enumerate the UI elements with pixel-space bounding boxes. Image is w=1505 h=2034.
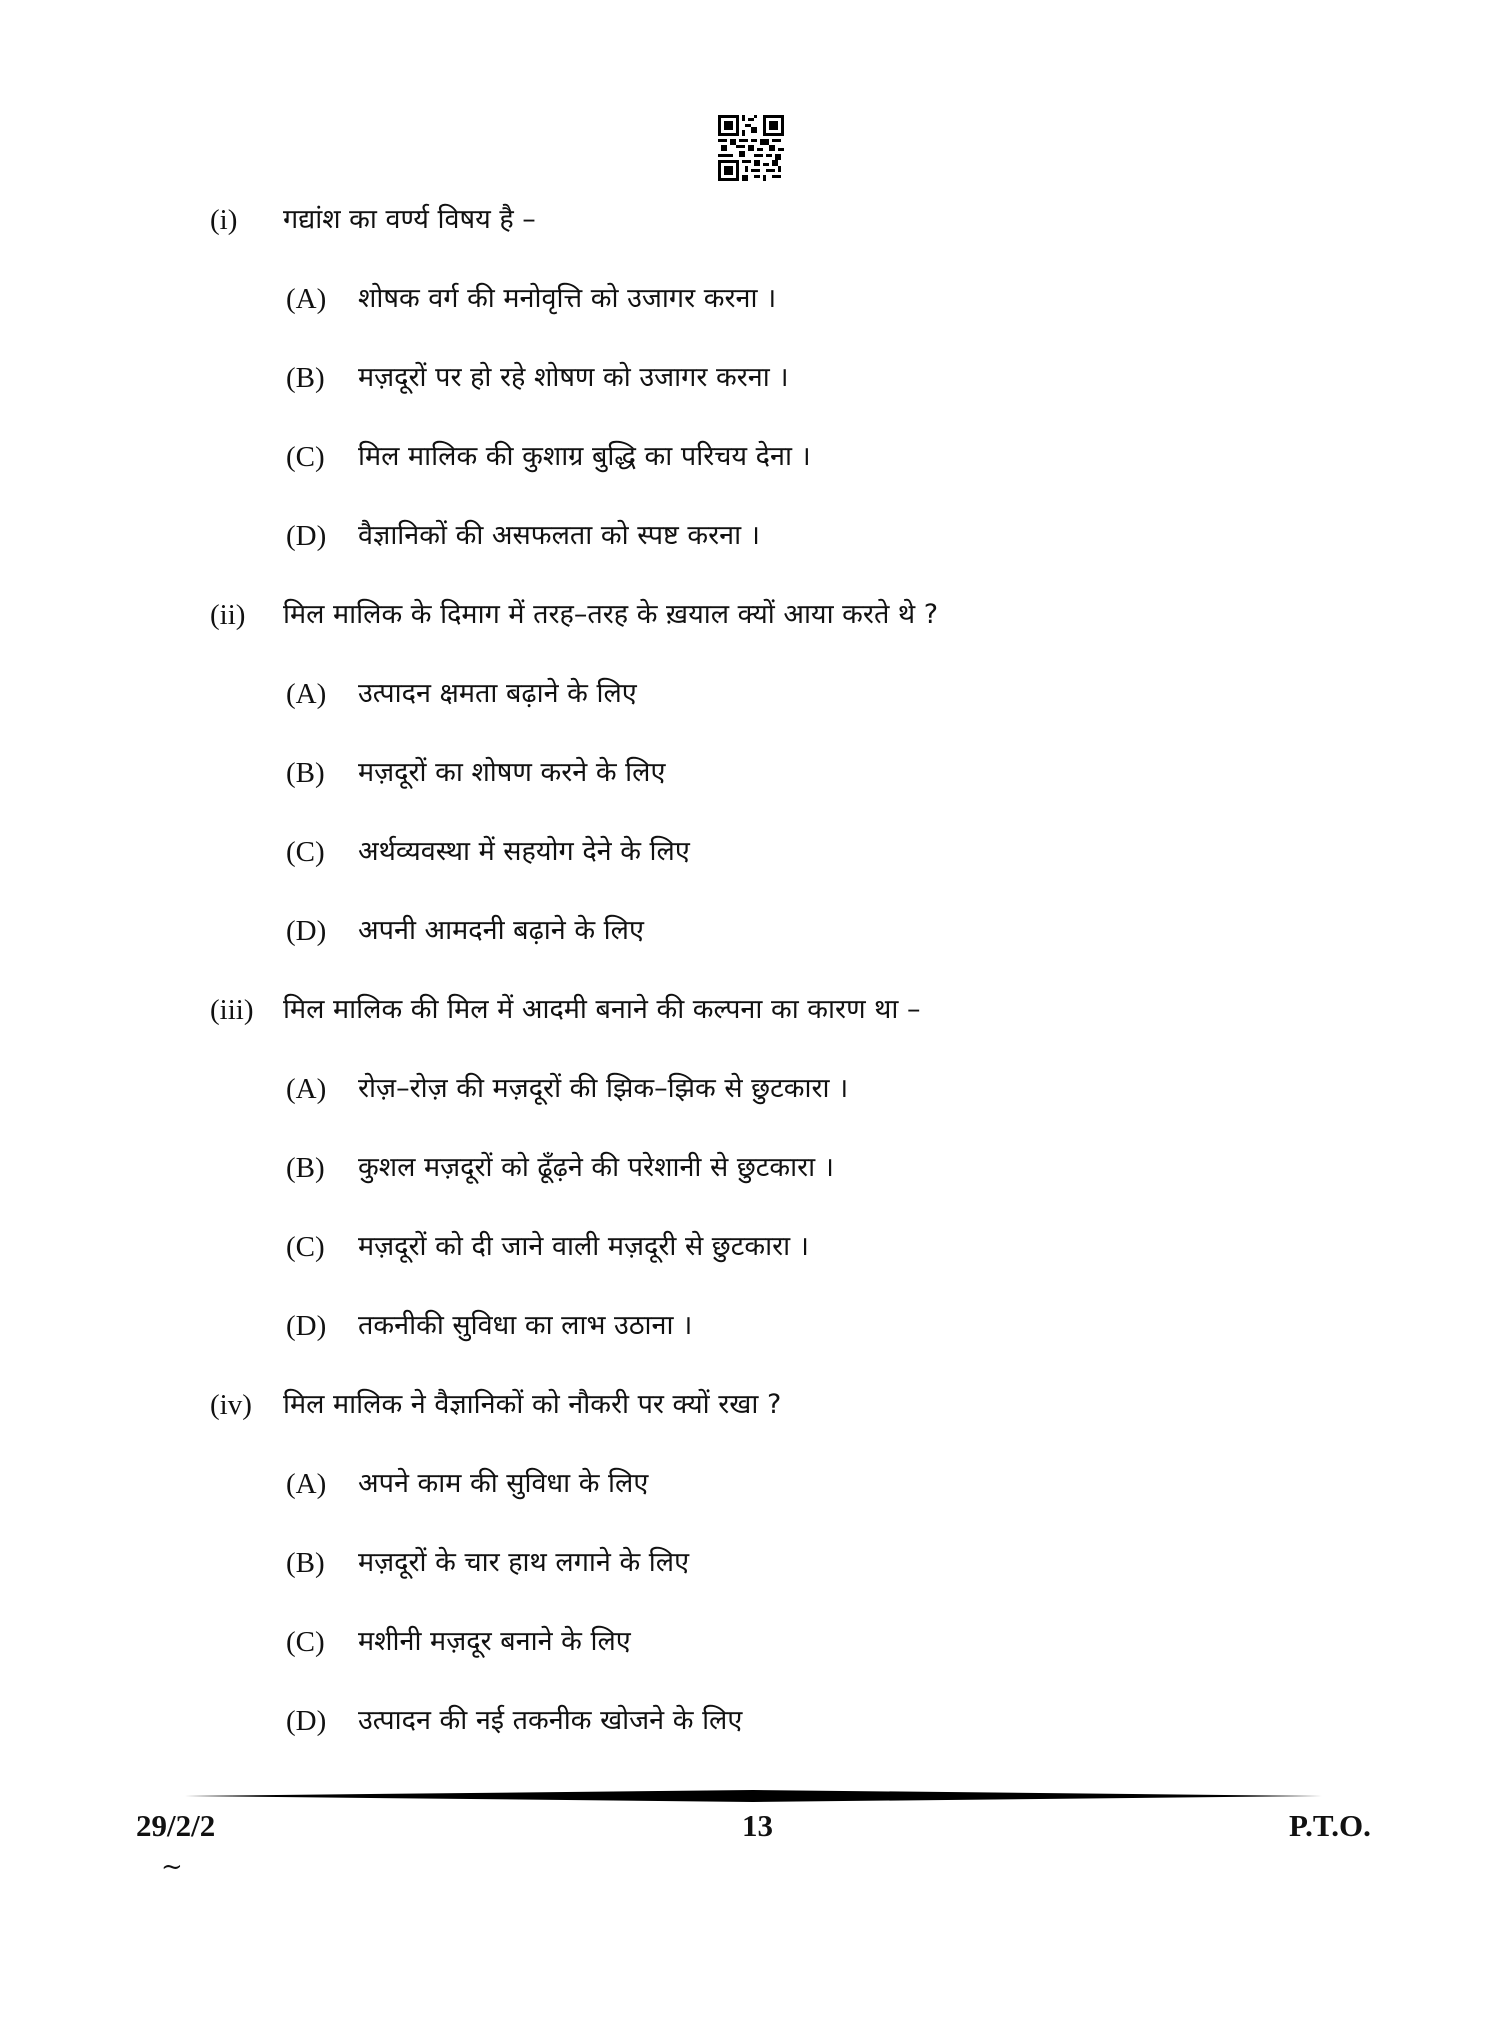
option-text: उत्पादन क्षमता बढ़ाने के लिए	[358, 678, 637, 709]
option-text: अपनी आमदनी बढ़ाने के लिए	[358, 915, 644, 946]
option-label: (D)	[286, 520, 327, 552]
option-label: (B)	[286, 1152, 325, 1184]
question-number: (iv)	[210, 1389, 252, 1421]
question-number: (ii)	[210, 599, 246, 631]
pto-label: P.T.O.	[1289, 1808, 1371, 1843]
option-label: (C)	[286, 836, 325, 868]
option-label: (D)	[286, 1310, 327, 1342]
tilde-mark: ~	[161, 1852, 183, 1882]
option-text: शोषक वर्ग की मनोवृत्ति को उजागर करना ।	[358, 283, 777, 314]
option-text: मज़दूरों का शोषण करने के लिए	[358, 757, 666, 788]
page-number: 13	[742, 1808, 773, 1843]
question-text: मिल मालिक की मिल में आदमी बनाने की कल्पना का कारण था –	[283, 994, 921, 1025]
option-label: (B)	[286, 362, 325, 394]
question-number: (iii)	[210, 994, 254, 1026]
option-label: (C)	[286, 1626, 325, 1658]
paper-code: 29/2/2	[136, 1808, 216, 1843]
option-text: उत्पादन की नई तकनीक खोजने के लिए	[358, 1705, 743, 1736]
question-text: मिल मालिक के दिमाग में तरह–तरह के ख़याल क्यों आया करते थे ?	[283, 599, 939, 630]
option-label: (B)	[286, 1547, 325, 1579]
option-text: तकनीकी सुविधा का लाभ उठाना ।	[358, 1310, 693, 1341]
option-label: (B)	[286, 757, 325, 789]
option-text: मज़दूरों के चार हाथ लगाने के लिए	[358, 1547, 689, 1578]
option-label: (C)	[286, 441, 325, 473]
option-label: (D)	[286, 1705, 327, 1737]
footer-divider	[185, 1790, 1322, 1802]
option-label: (D)	[286, 915, 327, 947]
question-text: मिल मालिक ने वैज्ञानिकों को नौकरी पर क्यों रखा ?	[283, 1389, 782, 1420]
option-text: मज़दूरों पर हो रहे शोषण को उजागर करना ।	[358, 362, 789, 393]
option-text: मशीनी मज़दूर बनाने के लिए	[358, 1626, 631, 1657]
option-text: मिल मालिक की कुशाग्र बुद्धि का परिचय देना ।	[358, 441, 811, 472]
option-label: (A)	[286, 1073, 327, 1105]
question-number: (i)	[210, 204, 238, 236]
option-label: (A)	[286, 283, 327, 315]
option-text: अर्थव्यवस्था में सहयोग देने के लिए	[358, 836, 690, 867]
option-text: मज़दूरों को दी जाने वाली मज़दूरी से छुटकारा ।	[358, 1231, 809, 1262]
option-text: अपने काम की सुविधा के लिए	[358, 1468, 649, 1499]
qr-code-icon	[718, 115, 784, 181]
option-label: (A)	[286, 1468, 327, 1500]
question-text: गद्यांश का वर्ण्य विषय है –	[283, 204, 536, 235]
option-text: कुशल मज़दूरों को ढूँढ़ने की परेशानी से छुटकारा ।	[358, 1152, 834, 1183]
option-text: वैज्ञानिकों की असफलता को स्पष्ट करना ।	[358, 520, 760, 551]
option-label: (A)	[286, 678, 327, 710]
option-text: रोज़–रोज़ की मज़दूरों की झिक–झिक से छुटकारा ।	[358, 1073, 849, 1104]
option-label: (C)	[286, 1231, 325, 1263]
